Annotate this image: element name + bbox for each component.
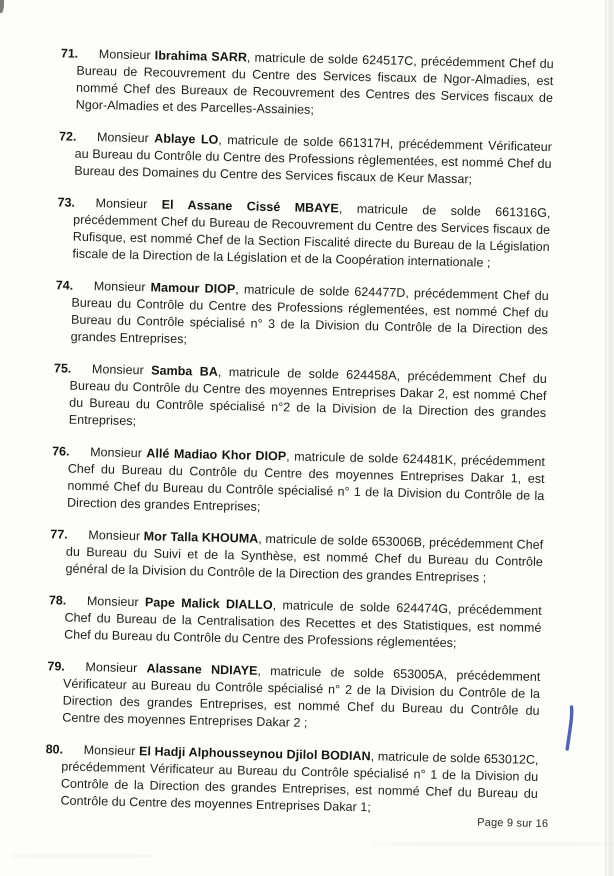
item-text (67, 444, 545, 522)
item-prefix: Monsieur (96, 130, 155, 146)
item-rest: , matricule de solde 661316G, précédemment Chef du Bureau de Recouvrement du Centre des Services fiscaux de Rufisque, est nommé Chef de la Section Fiscalité directe du Bureau de la Législation fiscale de la Direction de la Législation et de la Coopération internationale ; (72, 201, 551, 270)
list-item (60, 46, 554, 124)
list-item (58, 129, 553, 190)
item-prefix: Monsieur (93, 279, 151, 295)
item-rest: , matricule de solde 653005A, précédemment Vérificateur au Bureau du Contrôle spécialisé n° 2 de la Division du Contrôle de la Direction des grandes Entreprises, est nommé Chef du Bureau du Contrôle du Centre des moyennes Entreprises Dakar 2 ; (62, 663, 541, 730)
scan-smudge (372, 842, 614, 846)
item-rest: , matricule de solde 624458A, précédemment Chef du Bureau du Contrôle du Centre des moyennes Entreprises Dakar 2, est nommé Chef du Bureau du Contrôle spécialisé n°2 de la Division de la Direction des grandes Entreprises; (68, 364, 548, 429)
item-prefix: Monsieur (91, 362, 152, 378)
item-text (65, 527, 543, 588)
list-item (47, 659, 541, 737)
list-item (48, 593, 542, 654)
list-item (45, 742, 539, 820)
page-number: Page 9 sur 16 (477, 816, 549, 831)
list-item (57, 195, 551, 273)
list-item (52, 444, 546, 522)
item-text (70, 278, 548, 356)
item-rest: , matricule de solde 653006B, précédemment Chef du Bureau du Suivi et de la Synthèse, est nommé Chef du Bureau du Contrôle général de la Division du Contrôle de la Direction des grandes Entreprises ; (65, 531, 544, 585)
item-person-name: Allé Madiao Khor DIOP (146, 446, 287, 464)
item-number: 74. (55, 278, 74, 293)
scan-smudge (8, 854, 158, 858)
item-person-name: Mor Talla KHOUMA (143, 529, 259, 546)
list-item (53, 361, 548, 439)
item-prefix: Monsieur (90, 445, 147, 461)
item-prefix: Monsieur (83, 743, 140, 759)
item-number: 76. (52, 444, 70, 459)
item-rest: , matricule de solde 624481K, précédemment Chef du Bureau du Contrôle du Centre des moyennes Entreprises Dakar 1, est nommé Chef du Bureau du Contrôle spécialisé n° 1 de la Division du Contrôle de la Direction des grandes Entreprises; (66, 449, 546, 514)
item-person-name: El Hadji Alphousseynou Djilol BODIAN (138, 744, 371, 764)
item-person-name: Alassane NDIAYE (146, 661, 258, 678)
item-number: 77. (50, 527, 68, 542)
item-text (76, 46, 554, 124)
item-rest: , matricule de solde 624477D, précédemment Chef du Bureau du Contrôle du Centre des Professions réglementées, est nommé Chef du Bureau du Contrôle spécialisé n° 3 de la Division du Contrôle de la Direction des grandes Entreprises; (70, 282, 549, 347)
item-prefix: Monsieur (85, 660, 147, 676)
item-person-name: Mamour DIOP (150, 280, 236, 297)
item-rest: , matricule de solde 624474G, précédemment Chef du Bureau de la Centralisation des Recettes et des Statistiques, est nommé Chef du Bureau du Contrôle du Centre des Professions réglementées; (64, 598, 542, 651)
item-person-name: Samba BA (151, 363, 219, 379)
item-prefix: Monsieur (86, 594, 146, 610)
item-text (69, 361, 547, 439)
item-text (74, 129, 552, 190)
item-prefix: Monsieur (88, 528, 144, 544)
item-person-name: El Assane Cissé MBAYE (161, 197, 340, 216)
pen-mark (558, 700, 582, 756)
item-number: 72. (58, 129, 77, 144)
item-text (72, 195, 550, 273)
item-prefix: Monsieur (98, 47, 155, 63)
item-prefix: Monsieur (95, 196, 162, 212)
list-item (55, 278, 549, 356)
item-person-name: Ablaye LO (154, 131, 219, 147)
item-text (64, 593, 542, 654)
item-text (62, 659, 540, 737)
item-text (60, 742, 538, 820)
item-number: 75. (53, 361, 72, 376)
item-number: 73. (57, 195, 76, 210)
item-number: 71. (60, 46, 79, 61)
item-number: 78. (48, 593, 67, 608)
item-rest: , matricule de solde 661317H, précédemment Vérificateur au Bureau du Contrôle du Centre des Professions règlementées, est nommé Chef du Bureau des Domaines du Centre des Services fiscaux de Keur Massar; (74, 132, 553, 187)
appointment-list (45, 46, 554, 835)
item-number: 79. (47, 659, 66, 674)
scan-edge-line (605, 0, 606, 876)
item-number: 80. (45, 742, 64, 757)
item-person-name: Pape Malick DIALLO (144, 595, 273, 613)
item-rest: , matricule de solde 624517C, précédemment Chef du Bureau de Recouvrement du Centre des Services fiscaux de Ngor-Almadies, est nommé Chef des Bureaux de Recouvrement des Centres des Services fiscaux de Ngor-Almadies et des Parcelles-Assainies; (75, 50, 554, 117)
list-item (50, 527, 544, 588)
item-rest: , matricule de solde 653012C, précédemment Vérificateur au Bureau du Contrôle spécialisé n° 1 de la Division du Contrôle de la Direction des grandes Entreprises, est nommé Chef du Bureau du Contrôle du Centre des moyennes Entreprises Dakar 1; (60, 749, 539, 815)
item-person-name: Ibrahima SARR (154, 48, 248, 65)
